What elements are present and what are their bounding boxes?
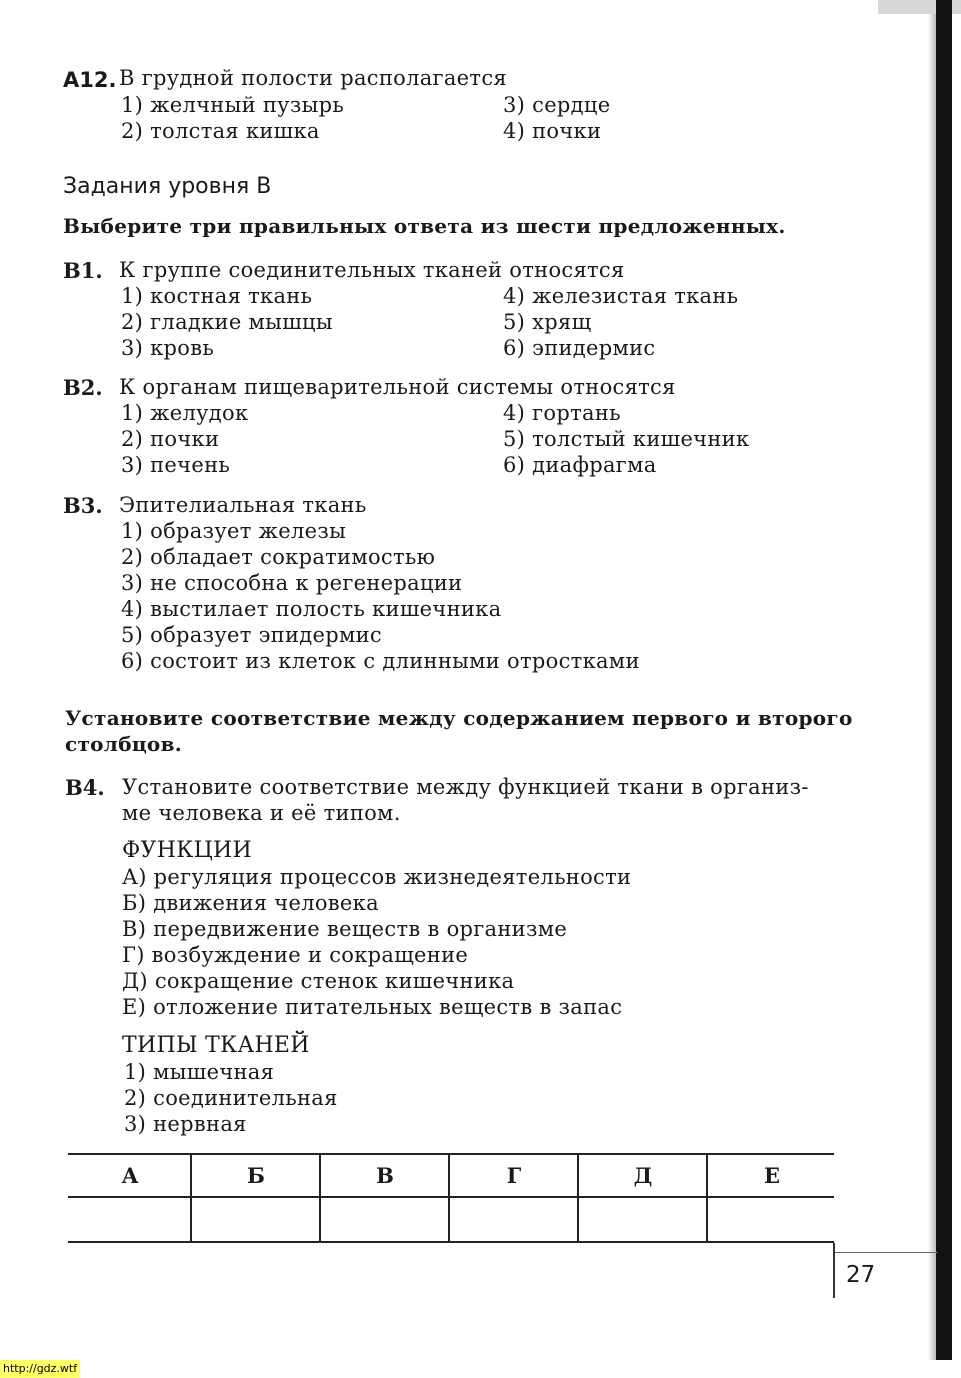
function-e: Е) отложение питательных веществ в запас — [122, 995, 623, 1019]
question-b3-text: Эпителиальная ткань — [119, 493, 367, 517]
function-d: Д) сокращение стенок кишечника — [122, 969, 515, 993]
option-b1-6: 6) эпидермис — [503, 336, 656, 360]
type-1: 1) мышечная — [124, 1060, 275, 1084]
table-header-g: Г — [506, 1163, 522, 1188]
question-b4-line2: ме человека и её типом. — [122, 801, 401, 825]
option-a12-2: 2) толстая кишка — [121, 119, 320, 143]
table-header-b: Б — [247, 1163, 265, 1188]
question-b4-line1: Установите соответствие между функцией ткани в организ- — [122, 775, 809, 799]
page-edge-shadow — [928, 14, 936, 1360]
option-b3-5: 5) образует эпидермис — [121, 623, 382, 647]
option-b3-6: 6) состоит из клеток с длинными отростками — [121, 649, 640, 673]
table-header-a: А — [121, 1163, 139, 1188]
question-a12-text: В грудной полости располагается — [119, 66, 507, 90]
table-header-v: В — [376, 1163, 394, 1188]
option-a12-4: 4) почки — [503, 119, 602, 143]
type-2: 2) соединительная — [124, 1086, 338, 1110]
types-title: ТИПЫ ТКАНЕЙ — [122, 1033, 310, 1058]
function-v: В) передвижение веществ в организме — [122, 917, 568, 941]
question-b1-text: К группе соединительных тканей относятся — [119, 258, 625, 282]
functions-title: ФУНКЦИИ — [122, 838, 253, 863]
table-header-d: Д — [633, 1163, 653, 1188]
table-line-top — [68, 1153, 834, 1155]
function-g: Г) возбуждение и сокращение — [122, 943, 469, 967]
option-b2-2: 2) почки — [121, 427, 220, 451]
option-b2-1: 1) желудок — [121, 401, 249, 425]
type-3: 3) нервная — [124, 1112, 247, 1136]
option-b1-4: 4) железистая ткань — [503, 284, 739, 308]
question-number-b3: В3. — [63, 493, 103, 518]
option-b2-3: 3) печень — [121, 453, 231, 477]
section-b-instruction: Выберите три правильных ответа из шести предложенных. — [63, 214, 786, 238]
watermark-url[interactable]: http://gdz.wtf — [0, 1360, 80, 1378]
answer-cell-a[interactable] — [70, 1199, 190, 1241]
question-number-b1: В1. — [63, 258, 103, 283]
page-number-frame-top — [835, 1252, 938, 1253]
match-instruction-line2: столбцов. — [65, 732, 183, 756]
answer-cell-b[interactable] — [192, 1199, 319, 1241]
option-b3-3: 3) не способна к регенерации — [121, 571, 463, 595]
option-b2-4: 4) гортань — [503, 401, 621, 425]
option-b3-1: 1) образует железы — [121, 519, 347, 543]
question-number-b2: В2. — [63, 375, 103, 400]
option-b1-1: 1) костная ткань — [121, 284, 313, 308]
option-b1-2: 2) гладкие мышцы — [121, 310, 333, 334]
option-b2-5: 5) толстый кишечник — [503, 427, 750, 451]
option-b1-5: 5) хрящ — [503, 310, 592, 334]
option-a12-3: 3) сердце — [503, 93, 611, 117]
question-b2-text: К органам пищеварительной системы относятся — [119, 375, 676, 399]
table-line-bottom — [68, 1241, 834, 1243]
option-a12-1: 1) желчный пузырь — [121, 93, 345, 117]
question-number-a12: А12. — [63, 68, 117, 92]
answer-cell-g[interactable] — [450, 1199, 577, 1241]
page-number: 27 — [846, 1262, 876, 1288]
match-instruction-line1: Установите соответствие между содержанием первого и второго — [65, 706, 853, 730]
answer-cell-e[interactable] — [708, 1199, 834, 1241]
option-b1-3: 3) кровь — [121, 336, 215, 360]
section-heading-b: Задания уровня В — [63, 174, 272, 199]
option-b2-6: 6) диафрагма — [503, 453, 657, 477]
page-binding-edge — [936, 0, 952, 1360]
function-a: А) регуляция процессов жизнедеятельности — [122, 865, 632, 889]
table-header-e: Е — [763, 1163, 780, 1188]
question-number-b4: В4. — [65, 775, 105, 800]
function-b: Б) движения человека — [122, 891, 379, 915]
answer-cell-v[interactable] — [321, 1199, 448, 1241]
option-b3-4: 4) выстилает полость кишечника — [121, 597, 502, 621]
answer-cell-d[interactable] — [579, 1199, 706, 1241]
option-b3-2: 2) обладает сократимостью — [121, 545, 436, 569]
table-line-mid — [68, 1196, 834, 1198]
